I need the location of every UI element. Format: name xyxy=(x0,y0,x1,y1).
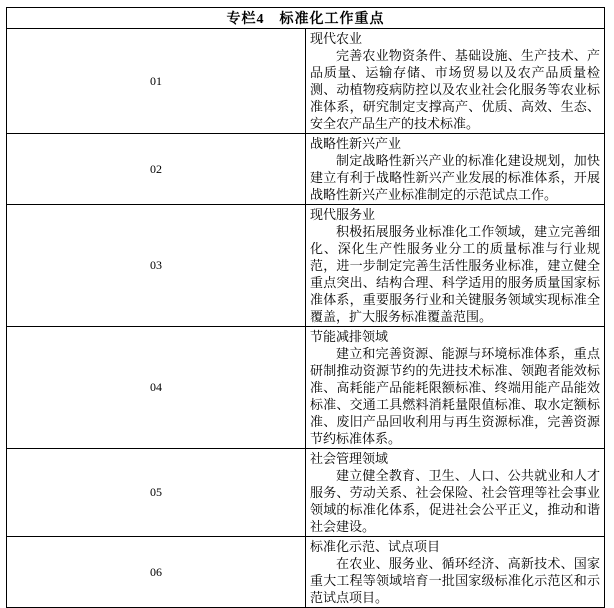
row-content xyxy=(306,327,605,449)
row-number: 01 xyxy=(7,29,306,134)
row-body: 制定战略性新兴产业的标准化建设规划，加快建立有利于战略性新兴产业发展的标准体系，开展战略性新兴产业标准制定的示范试点工作。 xyxy=(310,153,600,202)
row-body: 积极拓展服务业标准化工作领域，建立完善细化、深化生产性服务业分工的质量标准与行业规范，进一步制定完善生活性服务业标准，建立健全重点突出、结构合理、科学适用的服务质量国家标准体系，重要服务行业和关键服务领域实现标准全覆盖，扩大服务标准覆盖范围。 xyxy=(310,224,600,324)
row-body: 建立健全教育、卫生、人口、公共就业和人才服务、劳动关系、社会保险、社会管理等社会事业领域的标准化体系，促进社会公平正义，推动和谐社会建设。 xyxy=(310,468,600,534)
row-content xyxy=(306,134,605,205)
row-number: 02 xyxy=(7,134,306,205)
row-content xyxy=(306,449,605,537)
row-number: 04 xyxy=(7,327,306,449)
table-row xyxy=(7,537,605,608)
row-content xyxy=(306,29,605,134)
standardization-priorities-table xyxy=(6,7,605,608)
row-body: 建立和完善资源、能源与环境标准体系，重点研制推动资源节约的先进技术标准、领跑者能效标准、高耗能产品能耗限额标准、终端用能产品能效标准、交通工具燃料消耗量限值标准、取水定额标准、废旧产品回收利用与再生资源标准，完善资源节约标准体系。 xyxy=(310,346,600,446)
row-heading: 节能减排领域 xyxy=(310,329,389,344)
row-body: 完善农业物资条件、基础设施、生产技术、产品质量、运输存储、市场贸易以及农产品质量检测、动植物疫病防控以及农业社会化服务等农业标准体系，研究制定支撑高产、优质、高效、生态、安全农产品生产的技术标准。 xyxy=(310,48,600,131)
row-content xyxy=(306,537,605,608)
row-number: 03 xyxy=(7,205,306,327)
row-heading: 现代服务业 xyxy=(310,207,376,222)
table-row xyxy=(7,134,605,205)
table-row xyxy=(7,29,605,134)
row-body: 在农业、服务业、循环经济、高新技术、国家重大工程等领域培育一批国家级标准化示范区和示范试点项目。 xyxy=(310,556,600,605)
row-heading: 现代农业 xyxy=(310,31,363,46)
row-heading: 社会管理领域 xyxy=(310,451,389,466)
table-row xyxy=(7,205,605,327)
table-row xyxy=(7,449,605,537)
panel-title: 专栏4 标准化工作重点 xyxy=(7,8,605,29)
row-heading: 战略性新兴产业 xyxy=(310,136,402,151)
row-number: 06 xyxy=(7,537,306,608)
row-content xyxy=(306,205,605,327)
panel-title-row xyxy=(7,8,605,29)
row-number: 05 xyxy=(7,449,306,537)
row-heading: 标准化示范、试点项目 xyxy=(310,539,441,554)
table-row xyxy=(7,327,605,449)
